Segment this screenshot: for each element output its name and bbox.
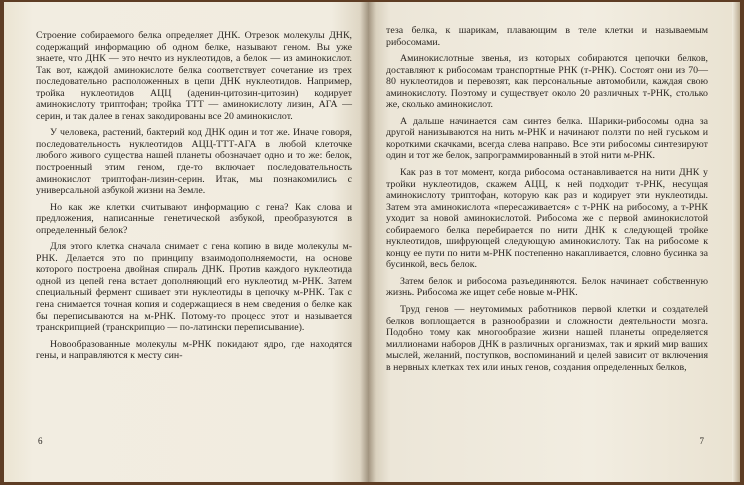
paragraph: Затем белок и рибосома разъединяются. Белок начинает собственную жизнь. Рибосома же ищет себе новые м-РНК. [386, 275, 708, 299]
book-spread [4, 2, 740, 482]
paragraph: У человека, растений, бактерий код ДНК один и тот же. Иначе говоря, последовательность нуклеотидов АЦЦ-ТТТ-АГА в любой клеточке любого живого существа нашей планеты обозначает одно и то же: белок, построенный этим геном, где-то включает последовательность аминокислот триптофан-лизин-серин. Итак, мы познакомились с универсальной азбукой жизни на Земле. [36, 127, 352, 197]
page-number-left: 6 [38, 436, 43, 446]
paragraph: А дальше начинается сам синтез белка. Шарики-рибосомы одна за другой нанизываются на нить м-РНК и начинают ползти по ней гуськом и короткими скачками, всегда слева направо. Все эти рибосомы синтезируют один и тот же белок, запрограммированный в этой нити м-РНК. [386, 115, 708, 162]
left-page-text [36, 30, 352, 367]
paragraph: Труд генов — неутомимых работников первой клетки и создателей белков воплощается в разнообразии и сложности деятельности мозга. Подобно тому как многообразие жизни нашей планеты определяется миллионами наборов ДНК в различных организмах, так и яркий мир ваших мыслей, желаний, поступков, воспоминаний и целей зависит от включения в нервных клетках тех или иных генов, создания определенных белков, [386, 304, 708, 373]
paragraph: теза белка, к шарикам, плавающим в теле клетки и называемым рибосомами. [386, 25, 708, 48]
paragraph: Но как же клетки считывают информацию с гена? Как слова и предложения, написанные генетической азбукой, преобразуются в определенный белок? [36, 201, 352, 236]
right-page [368, 2, 740, 482]
paragraph: Новообразованные молекулы м-РНК покидают ядро, где находятся гены, и направляются к месту син- [36, 338, 352, 362]
paragraph: Строение собираемого белка определяет ДНК. Отрезок молекулы ДНК, содержащий информацию об одном белке, называют геном. Вы уже знаете, что ДНК — это нечто из нуклеотидов, а белок — из аминокислот. Так вот, каждой аминокислоте белка соответствует сочетание из трех последовательно расположенных в цепи ДНК нуклеотидов. Например, тройка нуклеотидов АЦЦ (аденин-цитозин-цитозин) кодирует аминокислоту триптофан; тройка ТТТ — аминокислоту лизин, АГА — серин, и так далее в генах закодированы все 20 аминокислот. [36, 30, 352, 122]
paragraph: Как раз в тот момент, когда рибосома останавливается на нити ДНК у тройки нуклеотидов, скажем АЦЦ, к ней подходит т-РНК, несущая аминокислоту триптофан, которую как раз и кодирует эти нуклеотиды. Затем эта аминокислота «пересаживается» с т-РНК на рибосому, а т-РНК уходит за новой аминокислотой. Рибосома же с первой аминокислотой собираемого белка перебирается по нити ДНК к следующей тройке нуклеотидов, шифрующей следующую аминокислоту. Так на рибосоме к концу ее пути по нити м-РНК постепенно накапливается, словно бусинка за бусинкой, весь белок. [386, 167, 708, 271]
paragraph: Аминокислотные звенья, из которых собираются цепочки белков, доставляют к рибосомам транспортные РНК (т-РНК). Состоят они из 70—80 нуклеотидов и перевозят, как персональные автомобили, каждая свою аминокислоту. Поэтому и существует около 20 различных т-РНК, столько же, сколько аминокислот. [386, 53, 708, 111]
left-page [4, 2, 368, 482]
book-gutter [360, 2, 376, 482]
page-edge [732, 2, 740, 482]
paragraph: Для этого клетка сначала снимает с гена копию в виде молекулы м-РНК. Делается это по принципу взаимодополняемости, на основе которого построена двойная спираль ДНК. Против каждого нуклеотида одной из цепей гена встает дополняющий его нуклеотид м-РНК. Затем специальный фермент сшивает эти нуклеотиды в цепочку м-РНК. Так с гена снимается точная копия и содержащиеся в нем сведения о белке как бы переписываются на м-РНК. Потому-то процесс этот и называется транскрипцией (транскрипцио — по-латински переписывание). [36, 241, 352, 334]
page-number-right: 7 [699, 436, 704, 446]
right-page-text [386, 25, 708, 378]
